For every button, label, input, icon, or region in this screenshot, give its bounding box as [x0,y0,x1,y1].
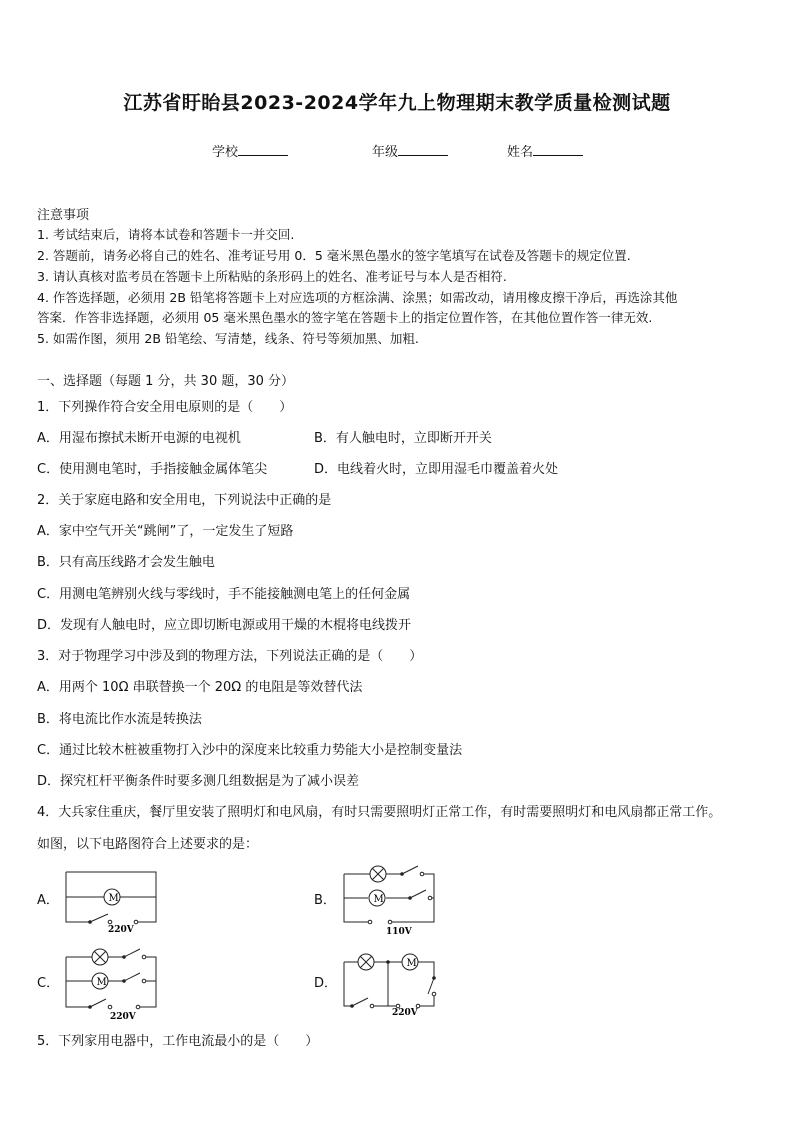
q4-option-b-label: B． [314,893,336,908]
question-4-stem-cont: 如图，以下电路图符合上述要求的是： [37,837,259,852]
voltage-label: 220V [392,1008,418,1018]
q1-option-d: D．电线着火时，立即用湿毛巾覆盖着火处 [314,462,559,477]
q2-option-c: C．用测电笔辨别火线与零线时，手不能接触测电笔上的任何金属 [37,587,411,602]
question-1-stem: 1．下列操作符合安全用电原则的是（ ） [37,400,293,415]
school-label: 学校 [212,145,239,160]
q3-option-d: D．探究杠杆平衡条件时要多测几组数据是为了减小误差 [37,774,360,789]
section-heading: 一、选择题（每题 1 分，共 30 题，30 分） [37,374,295,389]
name-label: 姓名 [507,145,534,160]
grade-field [372,141,448,160]
circuit-diagram-a [60,862,164,934]
circuit-diagram-c [60,943,164,1021]
school-field [212,141,288,160]
motor-symbol: M [406,958,417,969]
question-4-stem: 4．大兵家住重庆，餐厅里安装了照明灯和电风扇，有时只需要照明灯正常工作，有时需要照明灯和电风扇都正常工作。 [37,805,722,820]
motor-symbol: M [108,893,119,904]
motor-symbol: M [373,894,384,905]
q2-option-a: A．家中空气开关“跳闸”了，一定发生了短路 [37,524,294,539]
note-item: 4. 作答选择题，必须用 2B 铅笔将答题卡上对应选项的方框涂满、涂黑；如需改动，请用橡皮擦干净后，再选涂其他 [37,290,678,305]
note-item: 1. 考试结束后，请将本试卷和答题卡一并交回. [37,227,295,242]
question-3-stem: 3．对于物理学习中涉及到的物理方法，下列说法正确的是（ ） [37,649,423,664]
grade-blank[interactable] [398,143,448,156]
grade-label: 年级 [372,145,399,160]
voltage-label: 220V [110,1012,136,1021]
voltage-label: 220V [108,925,134,934]
q4-option-a-label: A． [37,893,59,908]
motor-symbol: M [96,977,107,988]
note-item: 5. 如需作图，须用 2B 铅笔绘、写清楚，线条、符号等须加黑、加粗. [37,331,419,346]
circuit-diagram-d [338,944,442,1020]
q1-option-c: C．使用测电笔时，手指接触金属体笔尖 [37,462,268,477]
question-2-stem: 2．关于家庭电路和安全用电，下列说法中正确的是 [37,493,332,508]
q3-option-c: C．通过比较木桩被重物打入沙中的深度来比较重力势能大小是控制变量法 [37,743,463,758]
page-title: 江苏省盱眙县2023-2024学年九上物理期末教学质量检测试题 [123,92,671,114]
q1-option-b: B．有人触电时，立即断开开关 [314,431,492,446]
note-item: 答案．作答非选择题，必须用 05 毫米黑色墨水的签字笔在答题卡上的指定位置作答，在其他位置作答一律无效. [37,310,653,325]
name-blank[interactable] [533,143,583,156]
q3-option-b: B．将电流比作水流是转换法 [37,712,202,727]
notes-heading: 注意事项 [37,208,90,223]
q4-option-c-label: C． [37,976,60,991]
note-item: 2. 答题前，请务必将自己的姓名、准考证号用 0．5 毫米黑色墨水的签字笔填写在试卷及答题卡的规定位置. [37,248,631,263]
question-5-stem: 5．下列家用电器中，工作电流最小的是（ ） [37,1034,319,1049]
q2-option-d: D．发现有人触电时，应立即切断电源或用干燥的木棍将电线拨开 [37,618,412,633]
q4-option-d-label: D． [314,976,338,991]
note-item: 3. 请认真核对监考员在答题卡上所粘贴的条形码上的姓名、准考证号与本人是否相符. [37,269,507,284]
q1-option-a: A．用湿布擦拭未断开电源的电视机 [37,431,241,446]
voltage-label: 110V [386,927,412,936]
name-field [507,141,583,160]
circuit-diagram-b [338,860,442,936]
q3-option-a: A．用两个 10Ω 串联替换一个 20Ω 的电阻是等效替代法 [37,680,363,695]
school-blank[interactable] [238,143,288,156]
q2-option-b: B．只有高压线路才会发生触电 [37,555,215,570]
